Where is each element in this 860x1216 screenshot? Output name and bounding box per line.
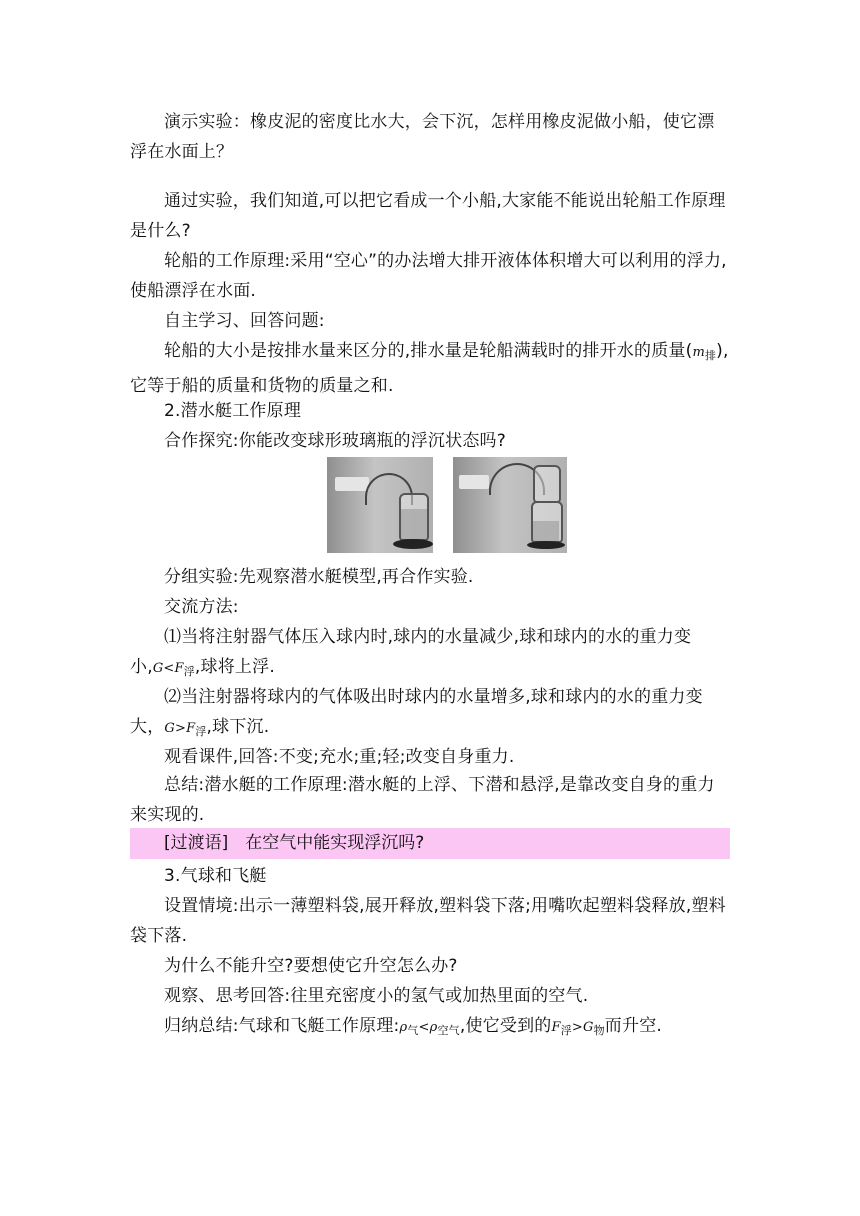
paragraph-balloon-summary [130,1011,730,1046]
rho-symbol-1: ρ [399,1020,408,1035]
force-subscript: 浮 [560,1024,572,1037]
rho-symbol-2: ρ [429,1020,438,1035]
experiment-photo-2 [453,457,567,553]
less-than-sign: < [418,1020,430,1035]
displacement-text-a: 轮船的大小是按排水量来区分的,排水量是轮船满载时的排开水的质量( [164,341,693,361]
experiment-photo-1 [327,457,433,553]
paragraph-method-2 [130,682,730,747]
method-2-text-a: ⑵当注射器将球内的气体吸出时球内的水量增多,球和球内的水的重力变大， [130,687,703,737]
heading-submarine: 2.潜水艇工作原理 [164,401,302,421]
paragraph-ship-principle: 轮船的工作原理:采用“空心”的办法增大排开液体体积增大可以利用的浮力,使船漂浮在水面. [130,251,727,301]
paragraph-observe-answer: 观察、思考回答:往里充密度小的氢气或加热里面的空气. [164,986,589,1006]
method-2-subscript: 浮 [195,725,207,738]
method-1-text-b: ,球将上浮. [194,657,275,677]
rho-subscript-1: 气 [407,1024,419,1037]
heading-balloon-airship: 3.气球和飞艇 [164,866,267,886]
paragraph-displacement [130,336,730,401]
paragraph-exchange-methods: 交流方法: [164,597,239,617]
method-1-subscript: 浮 [183,665,195,678]
mass-symbol: m [692,345,705,360]
paragraph-courseware-answer: 观看课件,回答:不变;充水;重;轻;改变自身重力. [164,747,515,767]
method-2-formula: G>F [164,721,196,736]
displacement-text-b: ),它等于船的质量和货物的质量之和. [130,341,729,396]
paragraph-self-study: 自主学习、回答问题: [164,311,325,331]
weight-subscript: 物 [593,1024,605,1037]
balloon-text-a: 归纳总结:气球和飞艇工作原理: [164,1016,400,1036]
rho-subscript-2: 空气 [437,1024,460,1037]
mass-subscript: 排 [704,349,717,362]
force-symbol: F [551,1020,561,1035]
transition-highlight [130,828,730,859]
paragraph-why-question: 为什么不能升空?要想使它升空怎么办? [164,956,458,976]
paragraph-experiment-question: 通过实验，我们知道,可以把它看成一个小船,大家能不能说出轮船工作原理是什么? [130,191,726,241]
paragraph-cooperative-inquiry: 合作探究:你能改变球形玻璃瓶的浮沉状态吗? [164,431,506,451]
method-1-text-a: ⑴当将注射器气体压入球内时,球内的水量减少,球和球内的水的重力变小, [130,627,692,677]
paragraph-group-experiment: 分组实验:先观察潜水艇模型,再合作实验. [164,567,474,587]
method-2-text-b: ,球下沉. [206,717,270,737]
method-1-formula: G<F [152,661,184,676]
paragraph-demo-experiment: 演示实验：橡皮泥的密度比水大，会下沉，怎样用橡皮泥做小船，使它漂浮在水面上？ [130,112,715,162]
paragraph-scenario: 设置情境:出示一薄塑料袋,展开释放,塑料袋下落;用嘴吹起塑料袋释放,塑料袋下落. [130,896,726,946]
paragraph-method-1 [130,622,730,687]
balloon-text-c: 而升空. [604,1016,663,1036]
greater-than-g: >G [571,1020,594,1035]
balloon-text-b: ,使它受到的 [459,1016,552,1036]
transition-text: [过渡语] 在空气中能实现浮沉吗? [164,833,425,853]
paragraph-submarine-summary: 总结:潜水艇的工作原理:潜水艇的上浮、下潜和悬浮,是靠改变自身的重力来实现的. [130,775,715,825]
